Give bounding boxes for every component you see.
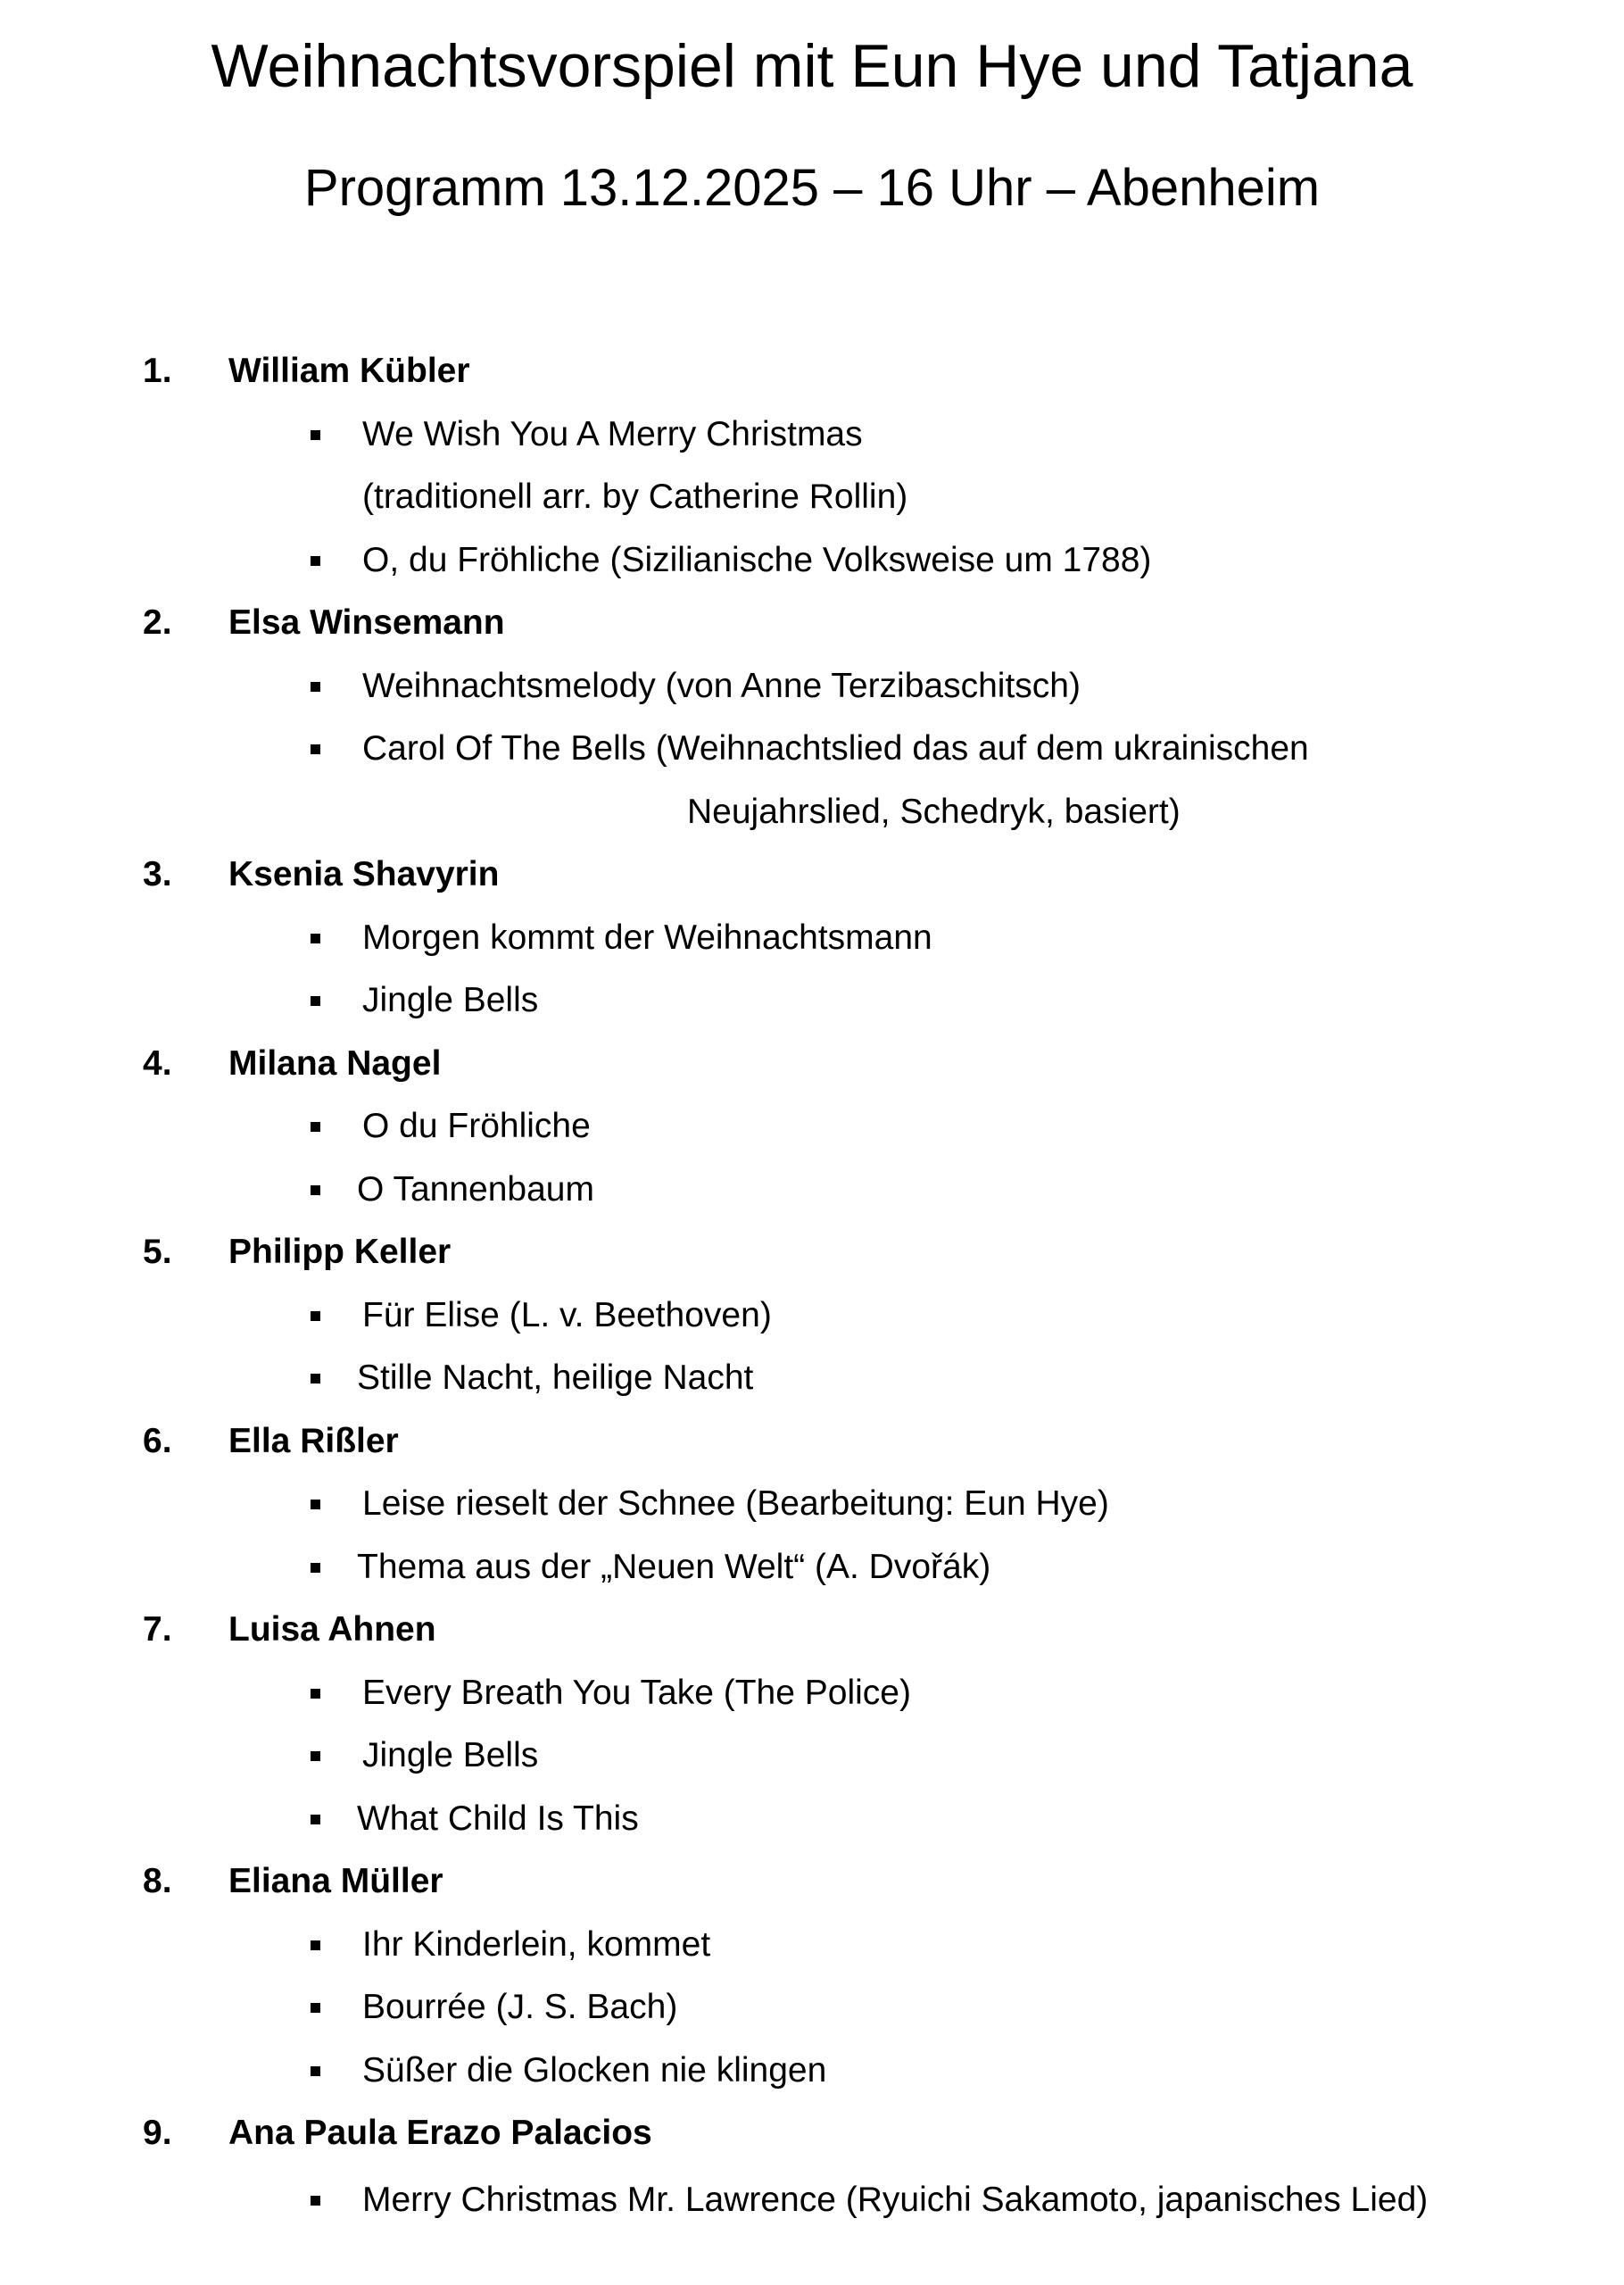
piece-title: Merry Christmas Mr. Lawrence (Ryuichi Sakamoto, japanisches Lied) (362, 2180, 1429, 2219)
piece-title: Stille Nacht, heilige Nacht (357, 1359, 754, 1397)
performer-number: 9. (143, 2114, 172, 2152)
performer-number: 2. (143, 603, 172, 642)
square-bullet-icon (311, 1374, 320, 1383)
performer-name: William Kübler (228, 352, 470, 390)
piece-title: Thema aus der „Neuen Welt“ (A. Dvořák) (357, 1547, 991, 1586)
piece-continuation (0, 466, 1624, 529)
square-bullet-icon (311, 934, 320, 943)
page-title: Weihnachtsvorspiel mit Eun Hye und Tatjana (211, 32, 1413, 100)
performer-name: Ksenia Shavyrin (228, 855, 500, 893)
square-bullet-icon (311, 1122, 320, 1132)
piece-title: Jingle Bells (362, 981, 539, 1019)
piece-item (0, 969, 1624, 1033)
piece-title: What Child Is This (357, 1799, 639, 1838)
square-bullet-icon (311, 430, 320, 440)
square-bullet-icon (311, 1751, 320, 1761)
performer-entry (0, 1850, 1624, 1914)
piece-continuation-text: (traditionell arr. by Catherine Rollin) (362, 478, 908, 516)
performer-name: Eliana Müller (228, 1862, 443, 1900)
square-bullet-icon (311, 1563, 320, 1573)
performer-number: 4. (143, 1043, 172, 1083)
page-subtitle: Programm 13.12.2025 – 16 Uhr – Abenheim (303, 159, 1321, 217)
square-bullet-icon (311, 1940, 320, 1950)
piece-item (0, 1914, 1624, 1977)
performer-number: 3. (143, 855, 172, 893)
square-bullet-icon (311, 744, 320, 754)
piece-item (0, 1662, 1624, 1725)
piece-title: Leise rieselt der Schnee (Bearbeitung: Eun Hye) (362, 1484, 1109, 1523)
piece-item (0, 907, 1624, 970)
square-bullet-icon (311, 556, 320, 566)
performer-number: 5. (143, 1233, 172, 1271)
piece-continuation (0, 781, 1624, 844)
piece-item (0, 1284, 1624, 1348)
piece-item (0, 655, 1624, 719)
performer-name: Elsa Winsemann (228, 603, 505, 642)
performer-entry (0, 1599, 1624, 1662)
piece-title: Weihnachtsmelody (von Anne Terzibaschitsch) (362, 666, 1081, 705)
performer-entry (0, 1221, 1624, 1284)
performer-name: Luisa Ahnen (228, 1610, 436, 1649)
piece-item (0, 1095, 1624, 1159)
square-bullet-icon (311, 682, 320, 692)
piece-title: Every Breath You Take (The Police) (362, 1673, 911, 1712)
piece-title: Ihr Kinderlein, kommet (362, 1924, 711, 1964)
square-bullet-icon (311, 1311, 320, 1321)
square-bullet-icon (311, 1185, 320, 1195)
piece-item (0, 1976, 1624, 2040)
performer-name: Ella Rißler (228, 1421, 399, 1460)
piece-item (0, 1473, 1624, 1536)
performer-entry (0, 1033, 1624, 1096)
piece-continuation-text: Neujahrslied, Schedryk, basiert) (687, 792, 1181, 831)
performer-entry (0, 592, 1624, 655)
piece-title: Carol Of The Bells (Weihnachtslied das auf dem ukrainischen (362, 729, 1309, 768)
performer-entry (0, 340, 1624, 403)
piece-title: O du Fröhliche (362, 1107, 591, 1145)
piece-title: Bourrée (J. S. Bach) (362, 1988, 678, 2026)
performer-entry (0, 1410, 1624, 1474)
square-bullet-icon (311, 996, 320, 1006)
performer-name: Ana Paula Erazo Palacios (228, 2114, 652, 2152)
square-bullet-icon (311, 2066, 320, 2076)
performer-number: 1. (143, 352, 172, 390)
piece-title: Jingle Bells (362, 1736, 539, 1774)
performer-number: 6. (143, 1421, 172, 1460)
performer-number: 7. (143, 1610, 172, 1649)
program-list (0, 340, 1624, 2231)
performer-number: 8. (143, 1862, 172, 1900)
piece-item (0, 718, 1624, 781)
piece-item (0, 1724, 1624, 1788)
piece-title: O, du Fröhliche (Sizilianische Volksweise um 1788) (362, 540, 1152, 579)
performer-entry (0, 843, 1624, 907)
piece-item (0, 403, 1624, 467)
performer-entry (0, 2102, 1624, 2165)
piece-item (0, 529, 1624, 593)
square-bullet-icon (311, 1689, 320, 1699)
piece-item (0, 1159, 1624, 1222)
piece-title: We Wish You A Merry Christmas (362, 414, 863, 453)
piece-item (0, 1536, 1624, 1600)
piece-item (0, 1347, 1624, 1410)
piece-title: Süßer die Glocken nie klingen (362, 2050, 827, 2090)
performer-name: Milana Nagel (228, 1043, 442, 1083)
square-bullet-icon (311, 2003, 320, 2013)
piece-item (0, 2169, 1624, 2232)
piece-title: Morgen kommt der Weihnachtsmann (362, 918, 932, 957)
performer-name: Philipp Keller (228, 1233, 452, 1271)
piece-title: Für Elise (L. v. Beethoven) (362, 1295, 772, 1334)
piece-item (0, 1788, 1624, 1851)
square-bullet-icon (311, 1815, 320, 1824)
piece-item (0, 2040, 1624, 2103)
square-bullet-icon (311, 1500, 320, 1509)
piece-title: O Tannenbaum (357, 1169, 594, 1209)
square-bullet-icon (311, 2196, 320, 2206)
